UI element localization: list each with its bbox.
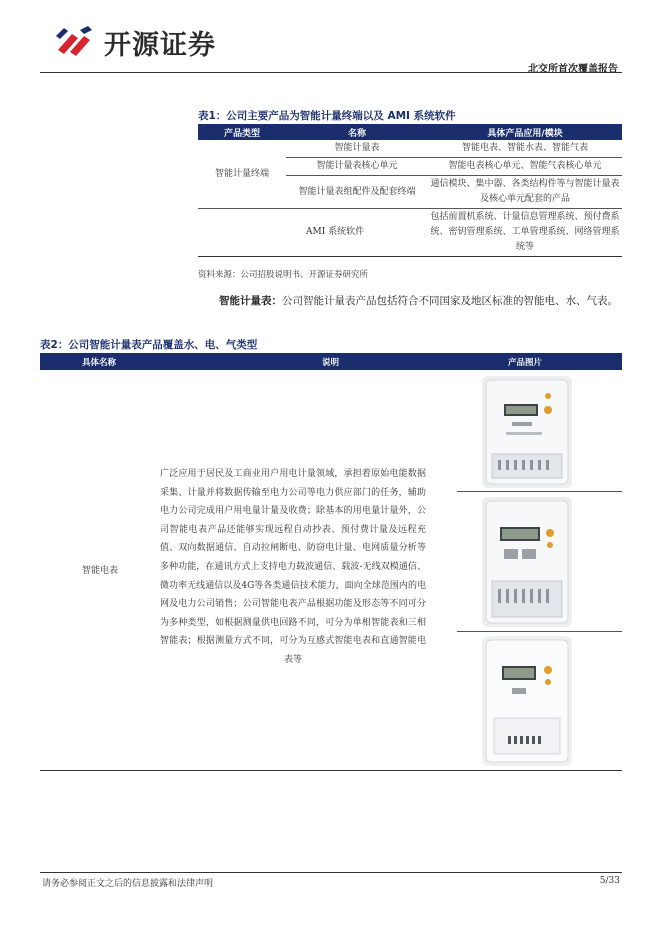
table2-caption: 表2：公司智能计量表产品覆盖水、电、气类型 [40,339,258,351]
report-type: 北交所首次覆盖报告 [528,64,618,75]
table2-cell-desc: 广泛应用于居民及工商业用户用电计量领域，承担着原始电能数据采集、计量并将数据传输至电力公司等电力供应部门的任务，辅助电力公司完成用户用电量计量及收费；除基本的用电量计量外，公司智能电表产品还能够实现远程自动抄表、预付费计量及远程充值、双向数据通信、自动拉闸断电、防窃电计量、电网质量分析等多种功能，在通讯方式上支持电力载波通信、载波-无线双模通信、微功率无线通信以及4G等各类通信技术能力，面向全球范围内的电网及电力公司销售；公司智能电表产品根据功能及形态等不同可分为多种类型，如根据测量供电回路不同，可分为单相智能表和三相智能表；根据测量方式不同，可分为互感式智能电表和直通智能电表等 [160,469,426,665]
table2-col-image: 产品图片 [508,358,543,368]
company-logo [52,22,216,62]
table2-header-row [40,353,622,370]
table1-col-type: 产品类型 [198,124,286,140]
table1-cell-apps: 包括前置机系统、计量信息管理系统、预付费系统、密钥管理系统、工单管理系统、网络管理系统等 [428,209,622,257]
brand-name: 开源证券 [104,29,216,61]
table1-col-name: 名称 [286,124,428,140]
table2-col-desc: 说明 [322,358,340,368]
table1-cell-apps: 智能电表核心单元、智能气表核心单元 [428,158,622,176]
table1-header-row [198,124,622,140]
image-divider [457,491,622,492]
electricity-meter-3-image [482,636,572,766]
table-row [198,140,622,158]
table2-col-name: 具体名称 [82,358,117,368]
table-row [198,209,622,257]
table1 [198,124,622,257]
footer-disclaimer: 请务必参阅正文之后的信息披露和法律声明 [42,879,214,889]
logo-mark-icon [52,24,98,60]
table1-caption: 表1：公司主要产品为智能计量终端以及 AMI 系统软件 [198,110,456,122]
table1-col-apps: 具体产品应用/模块 [428,124,622,140]
body-paragraph [198,292,622,311]
paragraph-lead: 智能计量表： [219,295,282,307]
table1-source: 资料来源：公司招股说明书、开源证券研究所 [198,270,369,280]
table1-cell-name: 智能计量表 [286,140,428,158]
footer-divider [40,872,622,873]
table1-cell-name: 智能计量表组配件及配套终端 [286,176,428,209]
table2-bottom-border [40,770,622,771]
table1-cell-type [198,209,286,257]
table1-cell-apps: 通信模块、集中器、各类结构件等与智能计量表及核心单元配套的产品 [428,176,622,209]
table1-cell-type: 智能计量终端 [198,140,286,209]
page-number: 5/33 [599,876,620,886]
table2-cell-name: 智能电表 [81,566,118,576]
electricity-meter-1-image [482,376,572,488]
header-divider [40,72,622,73]
paragraph-text: 公司智能计量表产品包括符合不同国家及地区标准的智能电、水、气表。 [282,295,618,307]
table1-cell-name: 智能计量表核心单元 [286,158,428,176]
table1-cell-name: AMI 系统软件 [286,209,428,257]
electricity-meter-2-image [482,497,572,627]
table1-cell-apps: 智能电表、智能水表、智能气表 [428,140,622,158]
image-divider [457,631,622,632]
